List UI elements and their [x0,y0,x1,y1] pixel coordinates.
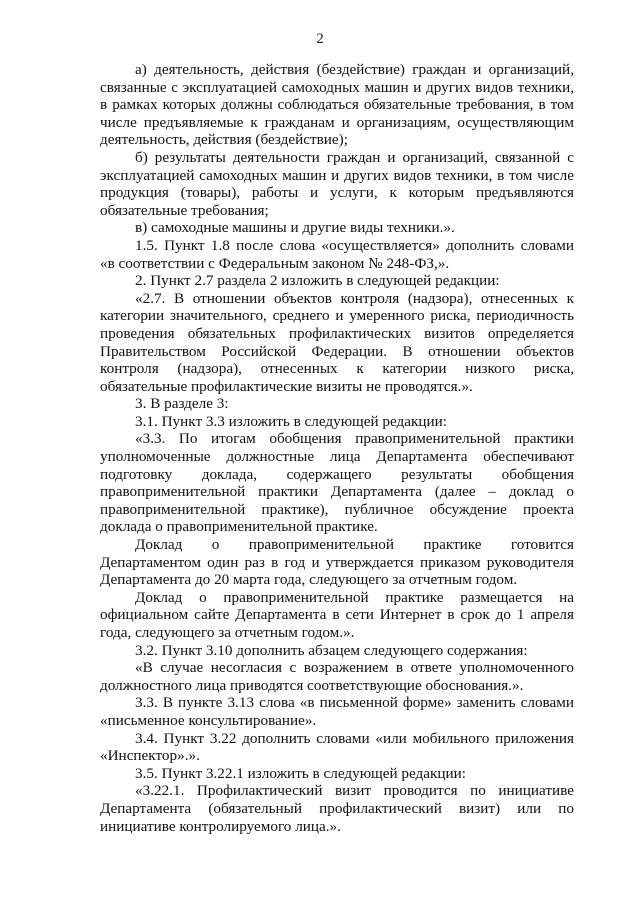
paragraph-3-3-replace: 3.3. В пункте 3.13 слова «в письменной форме» заменить словами «письменное консультирование». [100,694,574,729]
paragraph-report-publication: Доклад о правоприменительной практике размещается на официальном сайте Департамента в сети Интернет в срок до 1 апреля года, следующего за отчетным годом.». [100,588,574,641]
page-number: 2 [316,31,324,47]
paragraph-3-10-addition: «В случае несогласия с возражением в ответе уполномоченного должностного лица приводятся соответствующие обоснования.». [100,659,574,694]
paragraph-3-4: 3.4. Пункт 3.22 дополнить словами «или мобильного приложения «Инспектор».». [100,729,574,765]
paragraph-3-2: 3.2. Пункт 3.10 дополнить абзацем следующего содержания: [135,641,528,659]
paragraph-subitem-b: б) результаты деятельности граждан и организаций, связанной с эксплуатацией самоходных машин и других видов техники, в том числе продукция (товары), работы и услуги, к которым предъявляются обязательные требования; [100,148,574,219]
paragraph-3: 3. В разделе 3: [135,395,229,413]
paragraph-3-5: 3.5. Пункт 3.22.1 изложить в следующей редакции: [135,764,466,782]
paragraph-2: 2. Пункт 2.7 раздела 2 изложить в следующей редакции: [135,272,500,290]
paragraph-3-3-text: «3.3. По итогам обобщения правоприменительной практики уполномоченные должностные лица Департамента обеспечивают подготовку доклада, содержащего результаты обобщения правоприменительной практики Департамента (далее – доклад о правоприменительной практике), публичное обсуждение проекта доклада о правоприменительной практике. [100,430,574,536]
paragraph-subitem-a: а) деятельность, действия (бездействие) граждан и организаций, связанные с эксплуатацией самоходных машин и других видов техники, в рамках которых должны соблюдаться обязательные требования, в том числе предъявляемые к гражданам и организациям, осуществляющим деятельность, действия (бездействие); [100,61,574,149]
paragraph-2-7-text: «2.7. В отношении объектов контроля (надзора), отнесенных к категории значительного, среднего и умеренного риска, периодичность проведения обязательных профилактических визитов определяется Правительством Российской Федерации. В отношении объектов контроля (надзора), отнесенных к категории низкого риска, обязательные профилактические визиты не проводятся.». [100,289,574,395]
paragraph-1-5: 1.5. Пункт 1.8 после слова «осуществляется» дополнить словами «в соответствии с Федеральным законом № 248-ФЗ,». [100,236,574,272]
paragraph-3-22-1-text: «3.22.1. Профилактический визит проводится по инициативе Департамента (обязательный профилактический визит) или по инициативе контролируемого лица.». [100,782,574,835]
paragraph-report-preparation: Доклад о правоприменительной практике готовится Департаментом один раз в год и утверждается приказом руководителя Департамента до 20 марта года, следующего за отчетным годом. [100,536,574,589]
document-body [100,61,574,835]
paragraph-3-1: 3.1. Пункт 3.3 изложить в следующей редакции: [135,412,448,430]
paragraph-subitem-v: в) самоходные машины и другие виды техники.». [135,219,455,237]
